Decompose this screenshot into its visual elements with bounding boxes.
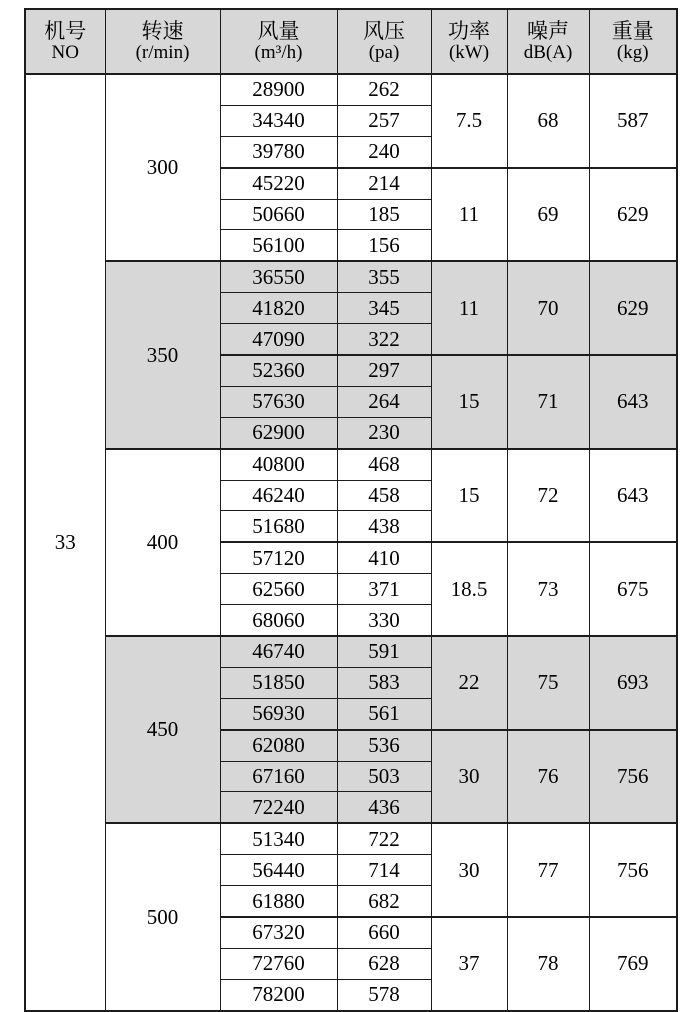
pressure-cell: 214 (337, 168, 431, 199)
airflow-cell: 47090 (220, 324, 337, 355)
header-speed-label: 转速 (141, 18, 184, 43)
airflow-cell: 34340 (220, 105, 337, 136)
weight-cell: 756 (589, 823, 677, 917)
pressure-cell: 330 (337, 605, 431, 636)
airflow-cell: 72760 (220, 948, 337, 979)
airflow-cell: 67160 (220, 761, 337, 792)
power-cell: 18.5 (431, 542, 507, 636)
header-noise-label: 噪声 (527, 18, 569, 43)
power-cell: 30 (431, 730, 507, 824)
power-cell: 15 (431, 355, 507, 449)
header-power-unit: (kW) (448, 42, 490, 64)
table-row (25, 449, 677, 480)
fan-spec-table (24, 8, 678, 1012)
pressure-cell: 355 (337, 261, 431, 292)
airflow-cell: 68060 (220, 605, 337, 636)
speed-cell: 450 (105, 636, 220, 823)
noise-cell: 72 (507, 449, 589, 543)
pressure-cell: 682 (337, 886, 431, 917)
noise-cell: 78 (507, 917, 589, 1011)
header-pressure-unit: (pa) (368, 42, 400, 64)
pressure-cell: 628 (337, 948, 431, 979)
header-noise-unit: dB(A) (523, 42, 573, 64)
noise-cell: 73 (507, 542, 589, 636)
airflow-cell: 28900 (220, 74, 337, 105)
power-cell: 11 (431, 261, 507, 355)
table-row (25, 636, 677, 667)
pressure-cell: 722 (337, 823, 431, 854)
header-pressure-label: 风压 (363, 18, 405, 43)
noise-cell: 76 (507, 730, 589, 824)
weight-cell: 675 (589, 542, 677, 636)
pressure-cell: 264 (337, 386, 431, 417)
airflow-cell: 52360 (220, 355, 337, 386)
pressure-cell: 578 (337, 979, 431, 1010)
noise-cell: 71 (507, 355, 589, 449)
airflow-cell: 51680 (220, 511, 337, 542)
pressure-cell: 240 (337, 136, 431, 167)
table-row (25, 823, 677, 854)
power-cell: 37 (431, 917, 507, 1011)
header-machine-no (25, 9, 105, 74)
header-airflow-label: 风量 (257, 18, 300, 43)
weight-cell: 756 (589, 730, 677, 824)
noise-cell: 69 (507, 168, 589, 262)
weight-cell: 643 (589, 355, 677, 449)
airflow-cell: 57120 (220, 542, 337, 573)
pressure-cell: 257 (337, 105, 431, 136)
power-cell: 15 (431, 449, 507, 543)
airflow-cell: 56930 (220, 698, 337, 729)
header-row (25, 9, 677, 74)
airflow-cell: 45220 (220, 168, 337, 199)
pressure-cell: 297 (337, 355, 431, 386)
pressure-cell: 583 (337, 667, 431, 698)
noise-cell: 70 (507, 261, 589, 355)
pressure-cell: 156 (337, 230, 431, 261)
speed-cell: 300 (105, 74, 220, 261)
airflow-cell: 36550 (220, 261, 337, 292)
pressure-cell: 230 (337, 417, 431, 448)
weight-cell: 629 (589, 261, 677, 355)
airflow-cell: 56440 (220, 855, 337, 886)
pressure-cell: 436 (337, 792, 431, 823)
pressure-cell: 322 (337, 324, 431, 355)
airflow-cell: 51340 (220, 823, 337, 854)
header-airflow-unit: (m³/h) (254, 42, 303, 64)
header-machine-no-unit: NO (51, 42, 79, 64)
airflow-cell: 62560 (220, 574, 337, 605)
airflow-cell: 50660 (220, 199, 337, 230)
pressure-cell: 262 (337, 74, 431, 105)
header-weight-unit: (kg) (616, 42, 649, 64)
header-weight (589, 9, 677, 74)
pressure-cell: 660 (337, 917, 431, 948)
table-row (25, 261, 677, 292)
weight-cell: 643 (589, 449, 677, 543)
airflow-cell: 78200 (220, 979, 337, 1010)
header-machine-no-label: 机号 (44, 18, 87, 43)
header-pressure (337, 9, 431, 74)
pressure-cell: 561 (337, 698, 431, 729)
pressure-cell: 714 (337, 855, 431, 886)
noise-cell: 75 (507, 636, 589, 730)
airflow-cell: 51850 (220, 667, 337, 698)
header-airflow (220, 9, 337, 74)
pressure-cell: 410 (337, 542, 431, 573)
pressure-cell: 458 (337, 480, 431, 511)
weight-cell: 769 (589, 917, 677, 1011)
airflow-cell: 57630 (220, 386, 337, 417)
table-row (25, 74, 677, 105)
header-speed-unit: (r/min) (135, 42, 190, 64)
power-cell: 11 (431, 168, 507, 262)
noise-cell: 77 (507, 823, 589, 917)
speed-cell: 350 (105, 261, 220, 448)
airflow-cell: 56100 (220, 230, 337, 261)
fan-table-body (25, 74, 677, 1011)
noise-cell: 68 (507, 74, 589, 168)
airflow-cell: 72240 (220, 792, 337, 823)
speed-cell: 400 (105, 449, 220, 636)
machine-no-cell: 33 (25, 74, 105, 1011)
header-speed (105, 9, 220, 74)
pressure-cell: 438 (337, 511, 431, 542)
airflow-cell: 61880 (220, 886, 337, 917)
pressure-cell: 536 (337, 730, 431, 761)
airflow-cell: 62900 (220, 417, 337, 448)
header-weight-label: 重量 (611, 18, 654, 43)
power-cell: 30 (431, 823, 507, 917)
header-power-label: 功率 (448, 18, 490, 43)
airflow-cell: 39780 (220, 136, 337, 167)
pressure-cell: 371 (337, 574, 431, 605)
pressure-cell: 591 (337, 636, 431, 667)
airflow-cell: 41820 (220, 293, 337, 324)
pressure-cell: 468 (337, 449, 431, 480)
weight-cell: 587 (589, 74, 677, 168)
weight-cell: 693 (589, 636, 677, 730)
power-cell: 7.5 (431, 74, 507, 168)
airflow-cell: 67320 (220, 917, 337, 948)
header-noise (507, 9, 589, 74)
pressure-cell: 185 (337, 199, 431, 230)
airflow-cell: 46240 (220, 480, 337, 511)
airflow-cell: 62080 (220, 730, 337, 761)
airflow-cell: 40800 (220, 449, 337, 480)
power-cell: 22 (431, 636, 507, 730)
weight-cell: 629 (589, 168, 677, 262)
airflow-cell: 46740 (220, 636, 337, 667)
header-power (431, 9, 507, 74)
pressure-cell: 503 (337, 761, 431, 792)
speed-cell: 500 (105, 823, 220, 1010)
table-header (25, 9, 677, 74)
pressure-cell: 345 (337, 293, 431, 324)
